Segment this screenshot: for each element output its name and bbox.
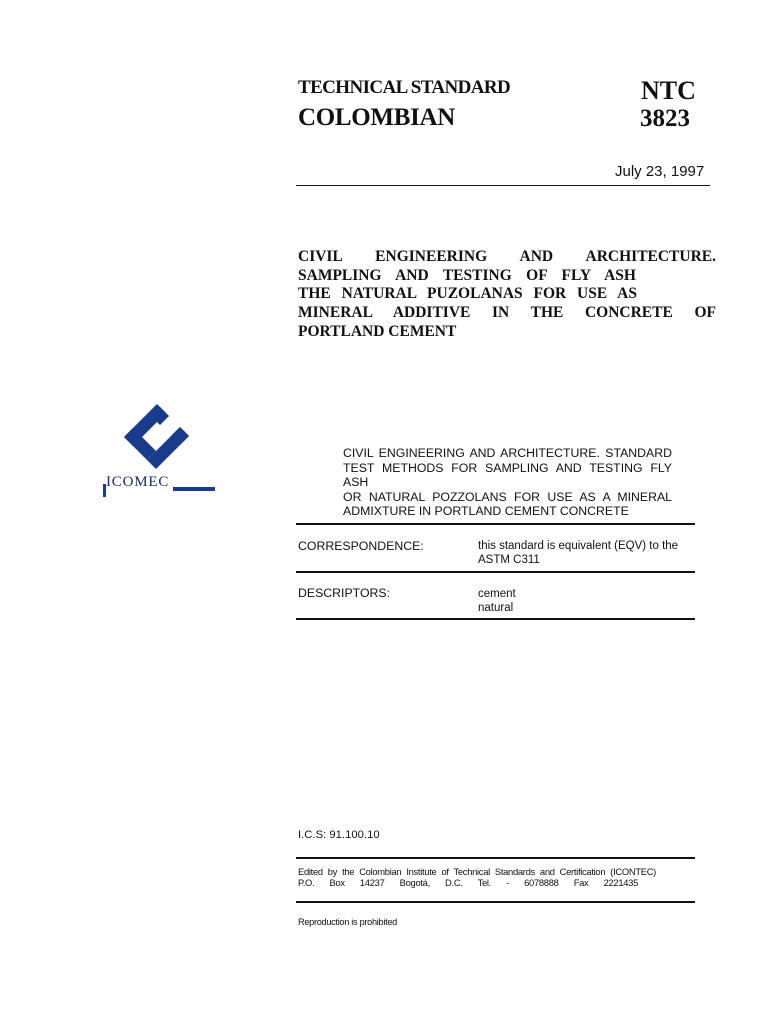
descriptor-item: cement [478,588,516,600]
standard-origin-heading: COLOMBIAN [298,104,456,131]
metadata-middle-divider [296,571,695,573]
standard-type-heading: TECHNICAL STANDARD [298,77,511,98]
english-title-line: OR NATURAL POZZOLANS FOR USE AS A MINERAL [343,489,672,504]
publisher-info [298,866,656,888]
publisher-address-line: P.O. Box 14237 Bogotá, D.C. Tel. - 6078888 Fax 2221435 [298,877,638,889]
publication-date: July 23, 1997 [615,163,705,180]
reproduction-notice: Reproduction is prohibited [298,917,397,927]
footer-top-divider [296,857,695,859]
footer-bottom-divider [296,901,695,903]
english-title-line: ADMIXTURE IN PORTLAND CEMENT CONCRETE [343,504,629,519]
english-title-line: TEST METHODS FOR SAMPLING AND TESTING FLY ASH [343,460,672,490]
standard-code-number: 3823 [640,105,690,132]
english-title [343,446,672,519]
ics-code: I.C.S: 91.100.10 [298,829,380,841]
descriptor-item: natural [478,602,514,614]
header-divider [296,185,710,186]
correspondence-value-line: ASTM C311 [478,554,540,566]
logo-wordmark: ICOMEC [106,474,170,490]
metadata-top-divider [296,523,695,525]
correspondence-value [478,539,678,567]
publisher-line: Edited by the Colombian Institute of Technical Standards and Certification (ICONTEC) [298,866,656,877]
title-line: PORTLAND CEMENT [298,322,457,340]
title-line: THE NATURAL PUZOLANAS FOR USE AS [298,285,637,303]
title-line: MINERAL ADDITIVE IN THE CONCRETE OF [298,304,716,322]
metadata-bottom-divider [296,618,695,620]
standard-code-prefix: NTC [641,76,696,105]
title-line: CIVIL ENGINEERING AND ARCHITECTURE. [298,248,716,265]
title-line: SAMPLING AND TESTING OF FLY ASH [298,266,636,284]
document-title [298,248,716,342]
descriptors-value [478,587,516,615]
english-title-line: CIVIL ENGINEERING AND ARCHITECTURE. STANDARD [343,446,672,460]
correspondence-label: CORRESPONDENCE: [298,539,424,553]
descriptors-label: DESCRIPTORS: [298,586,391,600]
correspondence-value-line: this standard is equivalent (EQV) to the [478,540,679,552]
